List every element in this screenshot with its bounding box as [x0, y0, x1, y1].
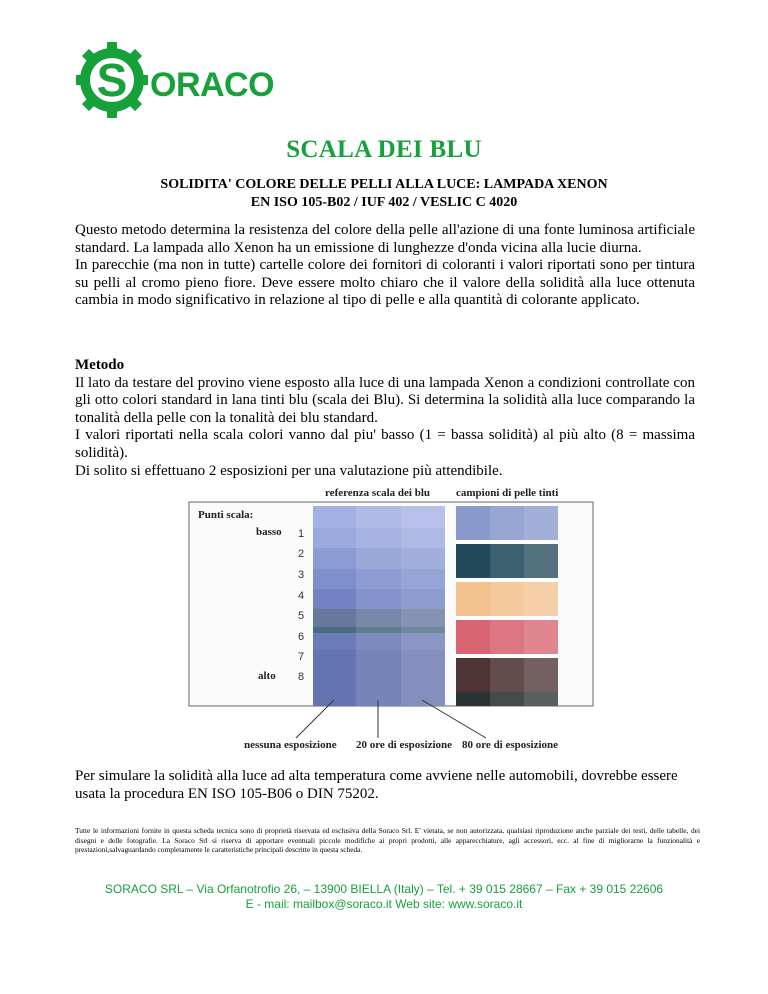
intro-paragraph: In parecchie (ma non in tutte) cartelle colore dei fornitori di coloranti i valori riportati sono per tintura su pelli al cromo pieno fiore. Deve essere molto chiaro che il valore della solidità alla luce ottenuta cambia in modo significativo in relazione al tipo di pelle e alla quantità di colorante applicato. [75, 257, 695, 309]
label-high: alto [258, 670, 276, 682]
label-low: basso [256, 526, 282, 538]
method-paragraph: I valori riportati nella scala colori vanno dal piu' basso (1 = bassa solidità) al più alto (8 = massima solidità). [75, 427, 695, 461]
footer-contacts: E - mail: mailbox@soraco.it Web site: www.soraco.it [245, 897, 523, 911]
leather-sample-swatches [456, 506, 558, 706]
footer [0, 882, 768, 912]
label-points: Punti scala: [198, 509, 254, 521]
page-title: SCALA DEI BLU [286, 136, 482, 163]
blue-reference-swatches [313, 506, 445, 706]
label-20h: 20 ore di esposizione [356, 739, 453, 751]
scale-number: 7 [298, 651, 305, 663]
subtitle-line: SOLIDITA' COLORE DELLE PELLI ALLA LUCE: LAMPADA XENON [160, 177, 608, 192]
intro-section [75, 222, 695, 310]
method-paragraph: Il lato da testare del provino viene esposto alla luce di una lampada Xenon a condizioni controllate con gli otto colori standard in lana tinti blu (scala dei Blu). Si determina la solidità alla luce comparando la tonalità della pelle con la tonalità dei blu standard. [75, 374, 695, 426]
soraco-logo [76, 40, 276, 118]
scale-number: 3 [298, 569, 305, 581]
gear-icon [76, 42, 148, 118]
svg-text:S: S [96, 54, 128, 106]
subtitle-line: EN ISO 105-B02 / IUF 402 / VESLIC C 4020 [250, 195, 518, 210]
label-80h: 80 ore di esposizione [462, 739, 559, 751]
method-paragraph: Di solito si effettuano 2 esposizioni per una valutazione più attendibile. [75, 462, 503, 479]
scale-number: 8 [298, 671, 305, 683]
method-heading: Metodo [75, 357, 125, 373]
method-section [75, 357, 695, 480]
svg-text:ORACO: ORACO [150, 66, 275, 104]
scale-number: 4 [298, 590, 305, 602]
scale-number: 5 [298, 610, 305, 622]
disclaimer: Tutte le informazioni fornite in questa scheda tecnica sono di proprietà riservata ed esclusiva della Soraco Srl. E' vietata, se non autorizzata, qualsiasi riproduzione anche parziale dei testi, delle tabelle, dei disegni e delle fotografie. La Soraco Srl si riserva di apportare eventuali piccole modifiche ai propri prodotti, alle apparecchiature, agli accessori, ecc. al fine di migliorarne la funzionalità e prestazioni,salvaguardando completamente le caratteristiche principali descritte in questa scheda. [75, 826, 700, 855]
label-no-exposure: nessuna esposizione [244, 739, 337, 751]
blue-scale-figure [186, 482, 596, 752]
scale-number: 6 [298, 631, 305, 643]
scale-number: 1 [298, 528, 305, 540]
label-reference: referenza scala dei blu [325, 487, 430, 499]
label-samples: campioni di pelle tinti [456, 487, 559, 499]
scale-number: 2 [298, 548, 305, 560]
intro-paragraph: Questo metodo determina la resistenza del colore della pelle all'azione di una fonte luminosa artificiale standard. La lampada allo Xenon ha un emissione di lunghezze d'onda vicina alla lucie diurna. [75, 222, 695, 256]
closing-paragraph: Per simulare la solidità alla luce ad alta temperatura come avviene nelle automobili, dovrebbe essere usata la procedura EN ISO 105-B06 o DIN 75202. [75, 768, 678, 802]
subtitle [0, 176, 768, 212]
footer-address: SORACO SRL – Via Orfanotrofio 26, – 13900 BIELLA (Italy) – Tel. + 39 015 28667 – Fax + 39 015 22606 [104, 882, 664, 896]
